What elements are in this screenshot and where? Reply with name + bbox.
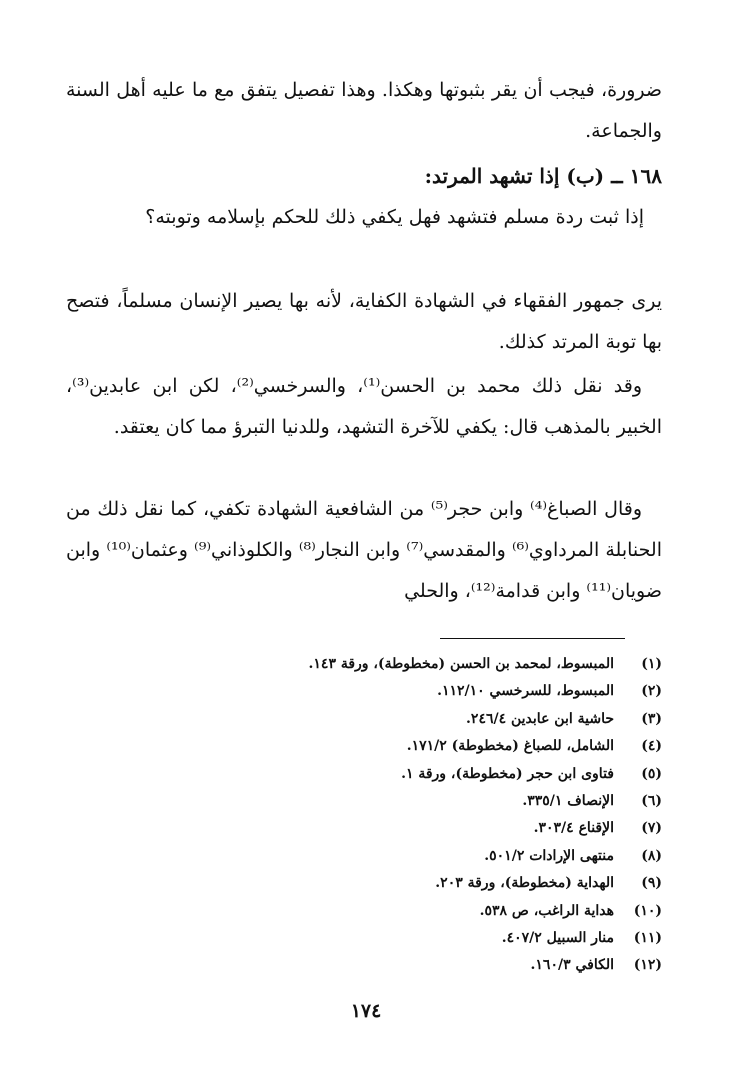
footnote-item (66, 815, 662, 842)
footnote-item (66, 761, 662, 788)
footnote-item (66, 788, 662, 815)
footnote-text: الكافي ١٦٠/٣. (530, 957, 614, 974)
paragraph-question: إذا ثبت ردة مسلم فتشهد فهل يكفي ذلك للحكم بإسلامه وتوبته؟ (145, 206, 644, 228)
section-heading: ١٦٨ ــ (ب) إذا تشهد المرتد: (424, 164, 662, 188)
paragraph-3: يرى جمهور الفقهاء في الشهادة الكفاية، لأنه بها يصير الإنسان مسلماً، فتصح بها توبة المرتد كذلك. (66, 290, 662, 353)
footnote-item (66, 843, 662, 870)
footnote-item (66, 898, 662, 925)
footnote-text: هداية الراغب، ص ٥٣٨. (479, 902, 614, 919)
footnote-number: (٤) (641, 738, 662, 755)
footnote-text: الإنصاف ٣٣٥/١. (522, 793, 614, 810)
page-number: ١٧٤ (350, 1000, 382, 1022)
footnote-number: (٥) (641, 765, 662, 782)
footnote-number: (١٠) (633, 902, 662, 919)
paragraph-5: وقال الصباغ⁽⁴⁾ وابن حجر⁽⁵⁾ من الشافعية الشهادة تكفي، كما نقل ذلك من الحنابلة المرداوي⁽⁶⁾ والمقدسي⁽⁷⁾ وابن النجار⁽⁸⁾ والكلوذاني⁽⁹⁾ وعثمان⁽¹⁰⁾ وابن ضويان⁽¹¹⁾ وابن قدامة⁽¹²⁾، والحلي (66, 498, 662, 602)
footnote-item (66, 925, 662, 952)
footnote-text: الشامل، للصباغ (مخطوطة) ١٧١/٢. (406, 738, 614, 755)
footnote-number: (١١) (633, 930, 662, 947)
footnote-number: (١٢) (633, 957, 662, 974)
footnote-text: المبسوط، لمحمد بن الحسن (مخطوطة)، ورقة ١٤٣. (308, 656, 614, 672)
footnote-item (66, 733, 662, 760)
footnote-number: (٦) (641, 793, 662, 810)
footnote-item (66, 952, 662, 979)
footnote-text: المبسوط، للسرخسي ١١٢/١٠. (437, 683, 614, 700)
footnote-text: فتاوى ابن حجر (مخطوطة)، ورقة ١. (401, 765, 614, 782)
footnote-text: الهداية (مخطوطة)، ورقة ٢٠٣. (435, 875, 614, 892)
paragraph-4: وقد نقل ذلك محمد بن الحسن⁽¹⁾، والسرخسي⁽²⁾، لكن ابن عابدين⁽³⁾، الخبير بالمذهب قال: يكفي للآخرة التشهد، وللدنيا التبرؤ مما كان يعتقد. (66, 375, 662, 438)
footnote-text: منتهى الإرادات ٥٠١/٢. (484, 847, 614, 864)
footnote-item (66, 706, 662, 733)
footnote-text: منار السبيل ٤٠٧/٢. (501, 930, 614, 947)
footnote-number: (٩) (641, 875, 662, 892)
footnote-number: (٨) (641, 847, 662, 864)
footnote-item (66, 678, 662, 705)
footnote-text: الإقناع ٣٠٣/٤. (533, 820, 614, 837)
footnote-number: (١) (641, 656, 662, 672)
footnote-item (66, 870, 662, 897)
paragraph-1: ضرورة، فيجب أن يقر بثبوتها وهكذا. وهذا تفصيل يتفق مع ما عليه أهل السنة والجماعة. (66, 79, 662, 142)
footnote-text: حاشية ابن عابدين ٢٤٦/٤. (466, 710, 614, 727)
footnote-number: (٧) (641, 820, 662, 837)
footnote-separator (440, 638, 625, 639)
footnotes-list (66, 651, 662, 980)
footnote-item (66, 651, 662, 678)
footnote-number: (٣) (641, 710, 662, 727)
footnote-number: (٢) (641, 683, 662, 700)
